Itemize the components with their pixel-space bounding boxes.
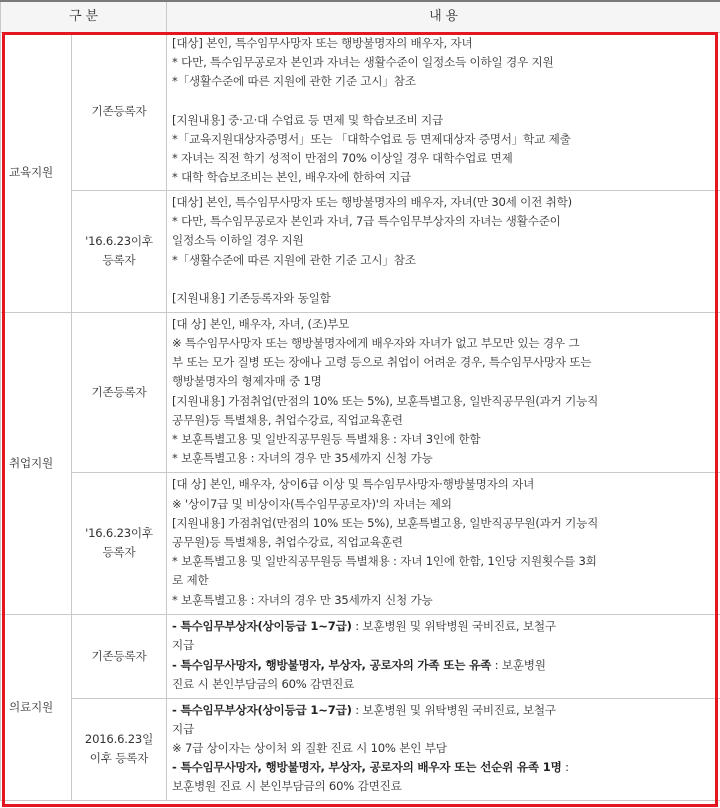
content-line: *「생활수준에 따른 지원에 관한 기준 고시」참조	[172, 74, 416, 89]
content-line: [지원내용] 가점취업(만점의 10% 또는 5%), 보훈특별고용, 일반직공무원(과거 기능직	[172, 393, 599, 408]
subcategory-label: '16.6.23이후	[85, 525, 153, 540]
table-row	[1, 312, 720, 472]
subcategory-label: 기존등록자	[91, 648, 147, 663]
content-emphasis: - 특수임무사망자, 행방불명자, 부상자, 공로자의 배우자 또는 선순위 유족 1명	[172, 760, 562, 775]
content-line: 로 제한	[172, 573, 209, 588]
subcategory-cell	[72, 698, 167, 800]
content-line	[172, 656, 716, 675]
content-cell	[167, 312, 720, 472]
content-emphasis: - 특수임무부상자(상이등급 1~7급)	[172, 702, 352, 717]
content-text: : 보훈병원 및 위탁병원 국비진료, 보철구	[351, 702, 556, 717]
content-line: * 다만, 특수임무공로자 본인과 자녀는 생활수준이 일정소득 이하일 경우 지원	[172, 55, 554, 70]
subcategory-label: 2016.6.23일	[84, 731, 154, 746]
content-cell	[167, 33, 720, 191]
content-line: 부 또는 모가 질병 또는 장애나 고령 등으로 취업이 어려운 경우, 특수임무사망자 또는	[172, 355, 592, 370]
content-line	[172, 675, 716, 694]
content-line: 일정소득 이하일 경우 지원	[172, 233, 304, 248]
content-line: ※ 특수임무사망자 또는 행방불명자에게 배우자와 자녀가 없고 부모만 있는 경우 그	[172, 336, 580, 350]
content-text: 지급	[172, 721, 194, 736]
content-text: 진료 시 본인부담금의 60% 감면진료	[172, 676, 355, 691]
content-line: [지원내용] 가점취업(만점의 10% 또는 5%), 보훈특별고용, 일반직공무원(과거 기능직	[172, 515, 599, 530]
subcategory-label: 이후 등록자	[89, 751, 149, 766]
content-line: [대 상] 본인, 배우자, 상이6급 이상 및 특수임무사망자·행방불명자의 자녀	[172, 477, 535, 492]
subcategory-label: 기존등록자	[91, 103, 147, 118]
subcategory-label: 등록자	[102, 253, 136, 268]
table-row	[1, 614, 720, 698]
content-text: 지급	[172, 638, 194, 653]
content-line: * 다만, 특수임무공로자 본인과 자녀, 7급 특수임무부상자의 자녀는 생활수준이	[172, 214, 561, 229]
subcategory-label: '16.6.23이후	[85, 233, 153, 248]
content-line: * 대학 학습보조비는 본인, 배우자에 한하여 지급	[172, 170, 411, 185]
content-line: 공무원)등 특별채용, 취업수강료, 직업교육훈련	[172, 412, 403, 427]
content-line: [지원내용] 중·고·대 수업료 등 면제 및 학습보조비 지급	[172, 112, 444, 127]
subcategory-cell	[72, 33, 167, 191]
table-row	[1, 33, 720, 191]
content-cell	[167, 614, 720, 698]
table-row	[1, 190, 720, 312]
content-line: ※ '상이7급 및 비상이자(특수임무공로자)'의 자녀는 제외	[172, 496, 452, 511]
category-employment: 취업지원	[1, 312, 72, 614]
content-line: *「생활수준에 따른 지원에 관한 기준 고시」참조	[172, 252, 416, 267]
header-category: 구 분	[1, 1, 167, 33]
content-emphasis: - 특수임무사망자, 행방불명자, 부상자, 공로자의 가족 또는 유족	[172, 657, 492, 672]
content-line: [대상] 본인, 특수임무사망자 또는 행방불명자의 배우자, 자녀	[172, 36, 473, 50]
content-line	[172, 270, 716, 289]
content-line: [지원내용] 기존등록자와 동일함	[172, 291, 331, 305]
content-line	[172, 777, 716, 796]
category-medical: 의료지원	[1, 614, 72, 800]
header-row	[1, 1, 720, 33]
content-line	[172, 636, 716, 655]
table-row	[1, 472, 720, 614]
content-text: 보훈병원 진료 시 본인부담금의 60% 감면진료	[172, 779, 402, 794]
content-line: * 보훈특별고용 및 일반직공무원등 특별채용 : 자녀 3인에 한함	[172, 432, 481, 447]
content-line	[172, 701, 716, 720]
content-line: *「교육지원대상자증명서」또는 「대학수업료 등 면제대상자 증명서」학교 제출	[172, 132, 571, 146]
content-line: [대 상] 본인, 배우자, 자녀, (조)부모	[172, 316, 350, 331]
content-line: 공무원)등 특별채용, 취업수강료, 직업교육훈련	[172, 535, 403, 549]
content-line: * 보훈특별고용 : 자녀의 경우 만 35세까지 신청 가능	[172, 592, 433, 607]
content-line: * 자녀는 직전 학기 성적이 만점의 70% 이상일 경우 대학수업료 면제	[172, 151, 513, 166]
content-line: * 보훈특별고용 : 자녀의 경우 만 35세까지 신청 가능	[172, 451, 433, 466]
subcategory-label: 기존등록자	[91, 384, 147, 399]
content-text: ※ 7급 상이자는 상이처 외 질환 진료 시 10% 본인 부담	[172, 741, 447, 755]
subcategory-label: 등록자	[102, 545, 136, 560]
content-emphasis: - 특수임무부상자(상이등급 1~7급)	[172, 619, 352, 634]
subcategory-cell	[72, 312, 167, 472]
content-line: 행방불명자의 형제자매 중 1명	[172, 374, 322, 389]
content-cell	[167, 190, 720, 312]
content-line: * 보훈특별고용 및 일반직공무원등 특별채용 : 자녀 1인에 한함, 1인당 지원횟수를 3회	[172, 554, 597, 569]
header-content: 내 용	[167, 1, 720, 33]
content-line	[172, 758, 716, 777]
content-cell	[167, 472, 720, 614]
subcategory-cell	[72, 190, 167, 312]
content-line	[172, 617, 716, 636]
content-line	[172, 720, 716, 739]
content-line	[172, 739, 716, 758]
content-text: : 보훈병원	[491, 657, 546, 672]
category-education: 교육지원	[1, 33, 72, 313]
table-row	[1, 698, 720, 800]
content-line	[172, 92, 716, 111]
subcategory-cell	[72, 472, 167, 614]
content-line: [대상] 본인, 특수임무사망자 또는 행방불명자의 배우자, 자녀(만 30세 이전 취학)	[172, 195, 572, 209]
content-text: :	[561, 760, 569, 775]
subcategory-cell	[72, 614, 167, 698]
content-text: : 보훈병원 및 위탁병원 국비진료, 보철구	[351, 619, 556, 634]
content-cell	[167, 698, 720, 800]
